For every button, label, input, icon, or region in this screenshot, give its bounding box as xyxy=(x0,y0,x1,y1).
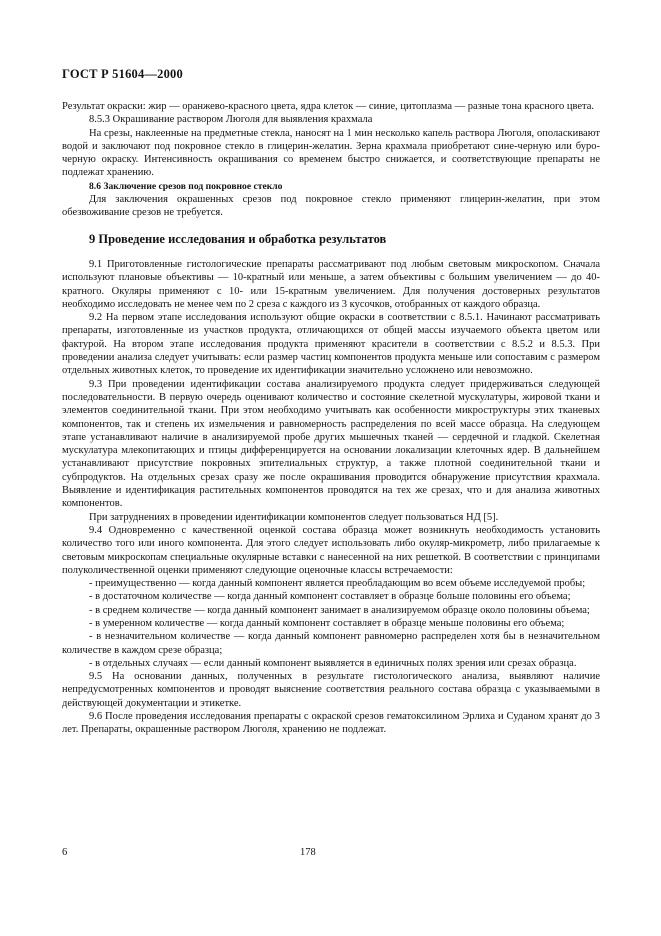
paragraph-9-3-reference: При затруднениях в проведении идентификации компонентов следует пользоваться НД [5]. xyxy=(89,511,499,523)
paragraph-9-6: 9.6 После проведения исследования препараты с окраской срезов гематоксилином Эрлиха и Суданом хранят до 3 лет. Препараты, окрашенные раствором Люголя, хранению не подлежат. xyxy=(62,711,600,736)
page-content xyxy=(62,100,600,737)
list-item: - в среднем количестве — когда данный компонент занимает в анализируемом образце около половины объема; xyxy=(89,604,590,616)
paragraph-staining-result: Результат окраски: жир — оранжево-красного цвета, ядра клеток — синие, цитоплазма — разные тона красного цвета. xyxy=(62,101,595,112)
document-header: ГОСТ Р 51604—2000 xyxy=(62,67,183,81)
paragraph-8-6: Для заключения окрашенных срезов под покровное стекло применяют глицерин-желатин, при этом обезвоживание срезов не требуется. xyxy=(62,194,600,219)
paragraph-9-3: 9.3 При проведении идентификации состава анализируемого продукта следует придерживаться следующей последовательности. В первую очередь оценивают количество и состояние скелетной мускулатуры, жировой ткани и элементов соединительной ткани. При этом необходимо учитывать как особенности микроструктуры этих тканевых компонентов, так и степень их измельчения и равномерность распределения по всей массе образца. На следующем этапе устанавливают наличие в анализируемой пробе других мышечных тканей — сердечной и гладкой. Скелетная мускулатура млекопитающих и птицы дифференцируется на основании локализации клеточных ядер. В дальнейшем устанавливают присутствие покровных эпителиальных структур, а также плотной соединительной ткани и субпродуктов. На отдельных срезах сразу же после окрашивания проводится обнаружение присутствия крахмала. Выявление и идентификация растительных компонентов проводятся на тех же срезах, что и для анализа животных компонентов. xyxy=(62,378,600,510)
section-heading-9: 9 Проведение исследования и обработка результатов xyxy=(89,231,387,246)
paragraph-8-5-3: На срезы, наклеенные на предметные стекла, наносят на 1 мин несколько капель раствора Люголя, ополаскивают водой и заключают под покровное стекло в глицерин-желатин. Зерна крахмала приобретают сине-черную или буро-черную окраску. Интенсивность окрашивания со временем быстро снижается, и соответствующие препараты не подлежат хранению. xyxy=(62,127,600,179)
list-item: - в незначительном количестве — когда данный компонент равномерно распределен хотя бы в незначительном количестве в каждом срезе образца; xyxy=(62,631,600,656)
paragraph-9-1: 9.1 Приготовленные гистологические препараты рассматривают под любым световым микроскопом. Сначала используют плановые объективы — 10-кратный или меньше, а затем объективы с большим увеличением — до 40-кратного. Окуляры применяют с 10- или 15-кратным увеличением. Для получения достоверных результатов необходимо исследовать не менее чем по 2 среза с каждого из 3 кусочков, отобранных от каждого образца. xyxy=(62,258,600,310)
paragraph-9-4: 9.4 Одновременно с качественной оценкой состава образца может возникнуть необходимость установить количество того или иного компонента. Для этого следует использовать либо окуляр-микрометр, либо прилагаемые к световым микроскопам специальные окулярные вставки с нанесенной на них решеткой. В соответствии с принципами полуколичественной оценки применяют следующие оценочные классы встречаемости: xyxy=(62,524,600,576)
paragraph-9-5: 9.5 На основании данных, полученных в результате гистологического анализа, выявляют наличие непредусмотренных компонентов и проводят выяснение соответствия реального состава образца с указываемыми в действующей документации и этикетке. xyxy=(62,671,600,709)
list-item: - в умеренном количестве — когда данный компонент составляет в образце меньше половины его объема; xyxy=(89,617,565,629)
subsection-heading-8-6: 8.6 Заключение срезов под покровное стекло xyxy=(89,180,283,192)
list-item: - в достаточном количестве — когда данный компонент составляет в образце больше половины его объема; xyxy=(89,591,571,603)
list-item: - преимущественно — когда данный компонент является преобладающим во всем объеме исследуемой пробы; xyxy=(89,578,586,590)
sheet-number: 178 xyxy=(300,847,316,858)
paragraph-9-2: 9.2 На первом этапе исследования используют общие окраски в соответствии с 8.5.1. Начинают рассматривать препараты, изготовленные из участков продукта, отличающихся от общей массы изучаемого объекта цветом или фактурой. На втором этапе исследования продукта применяют красители в соответствии с 8.5.2 и 8.5.3. При проведении анализа следует учитывать: если размер частиц компонентов продукта меньше или сопоставим с размером отдельных животных клеток, то проведение их идентификации значительно усложнено или невозможно. xyxy=(62,312,600,377)
occurrence-classes-list xyxy=(62,577,600,670)
page-number: 6 xyxy=(62,847,68,858)
list-item: - в отдельных случаях — если данный компонент выявляется в единичных полях зрения или срезах образца. xyxy=(89,657,577,669)
subsection-title-8-5-3: 8.5.3 Окрашивание раствором Люголя для выявления крахмала xyxy=(89,114,373,126)
